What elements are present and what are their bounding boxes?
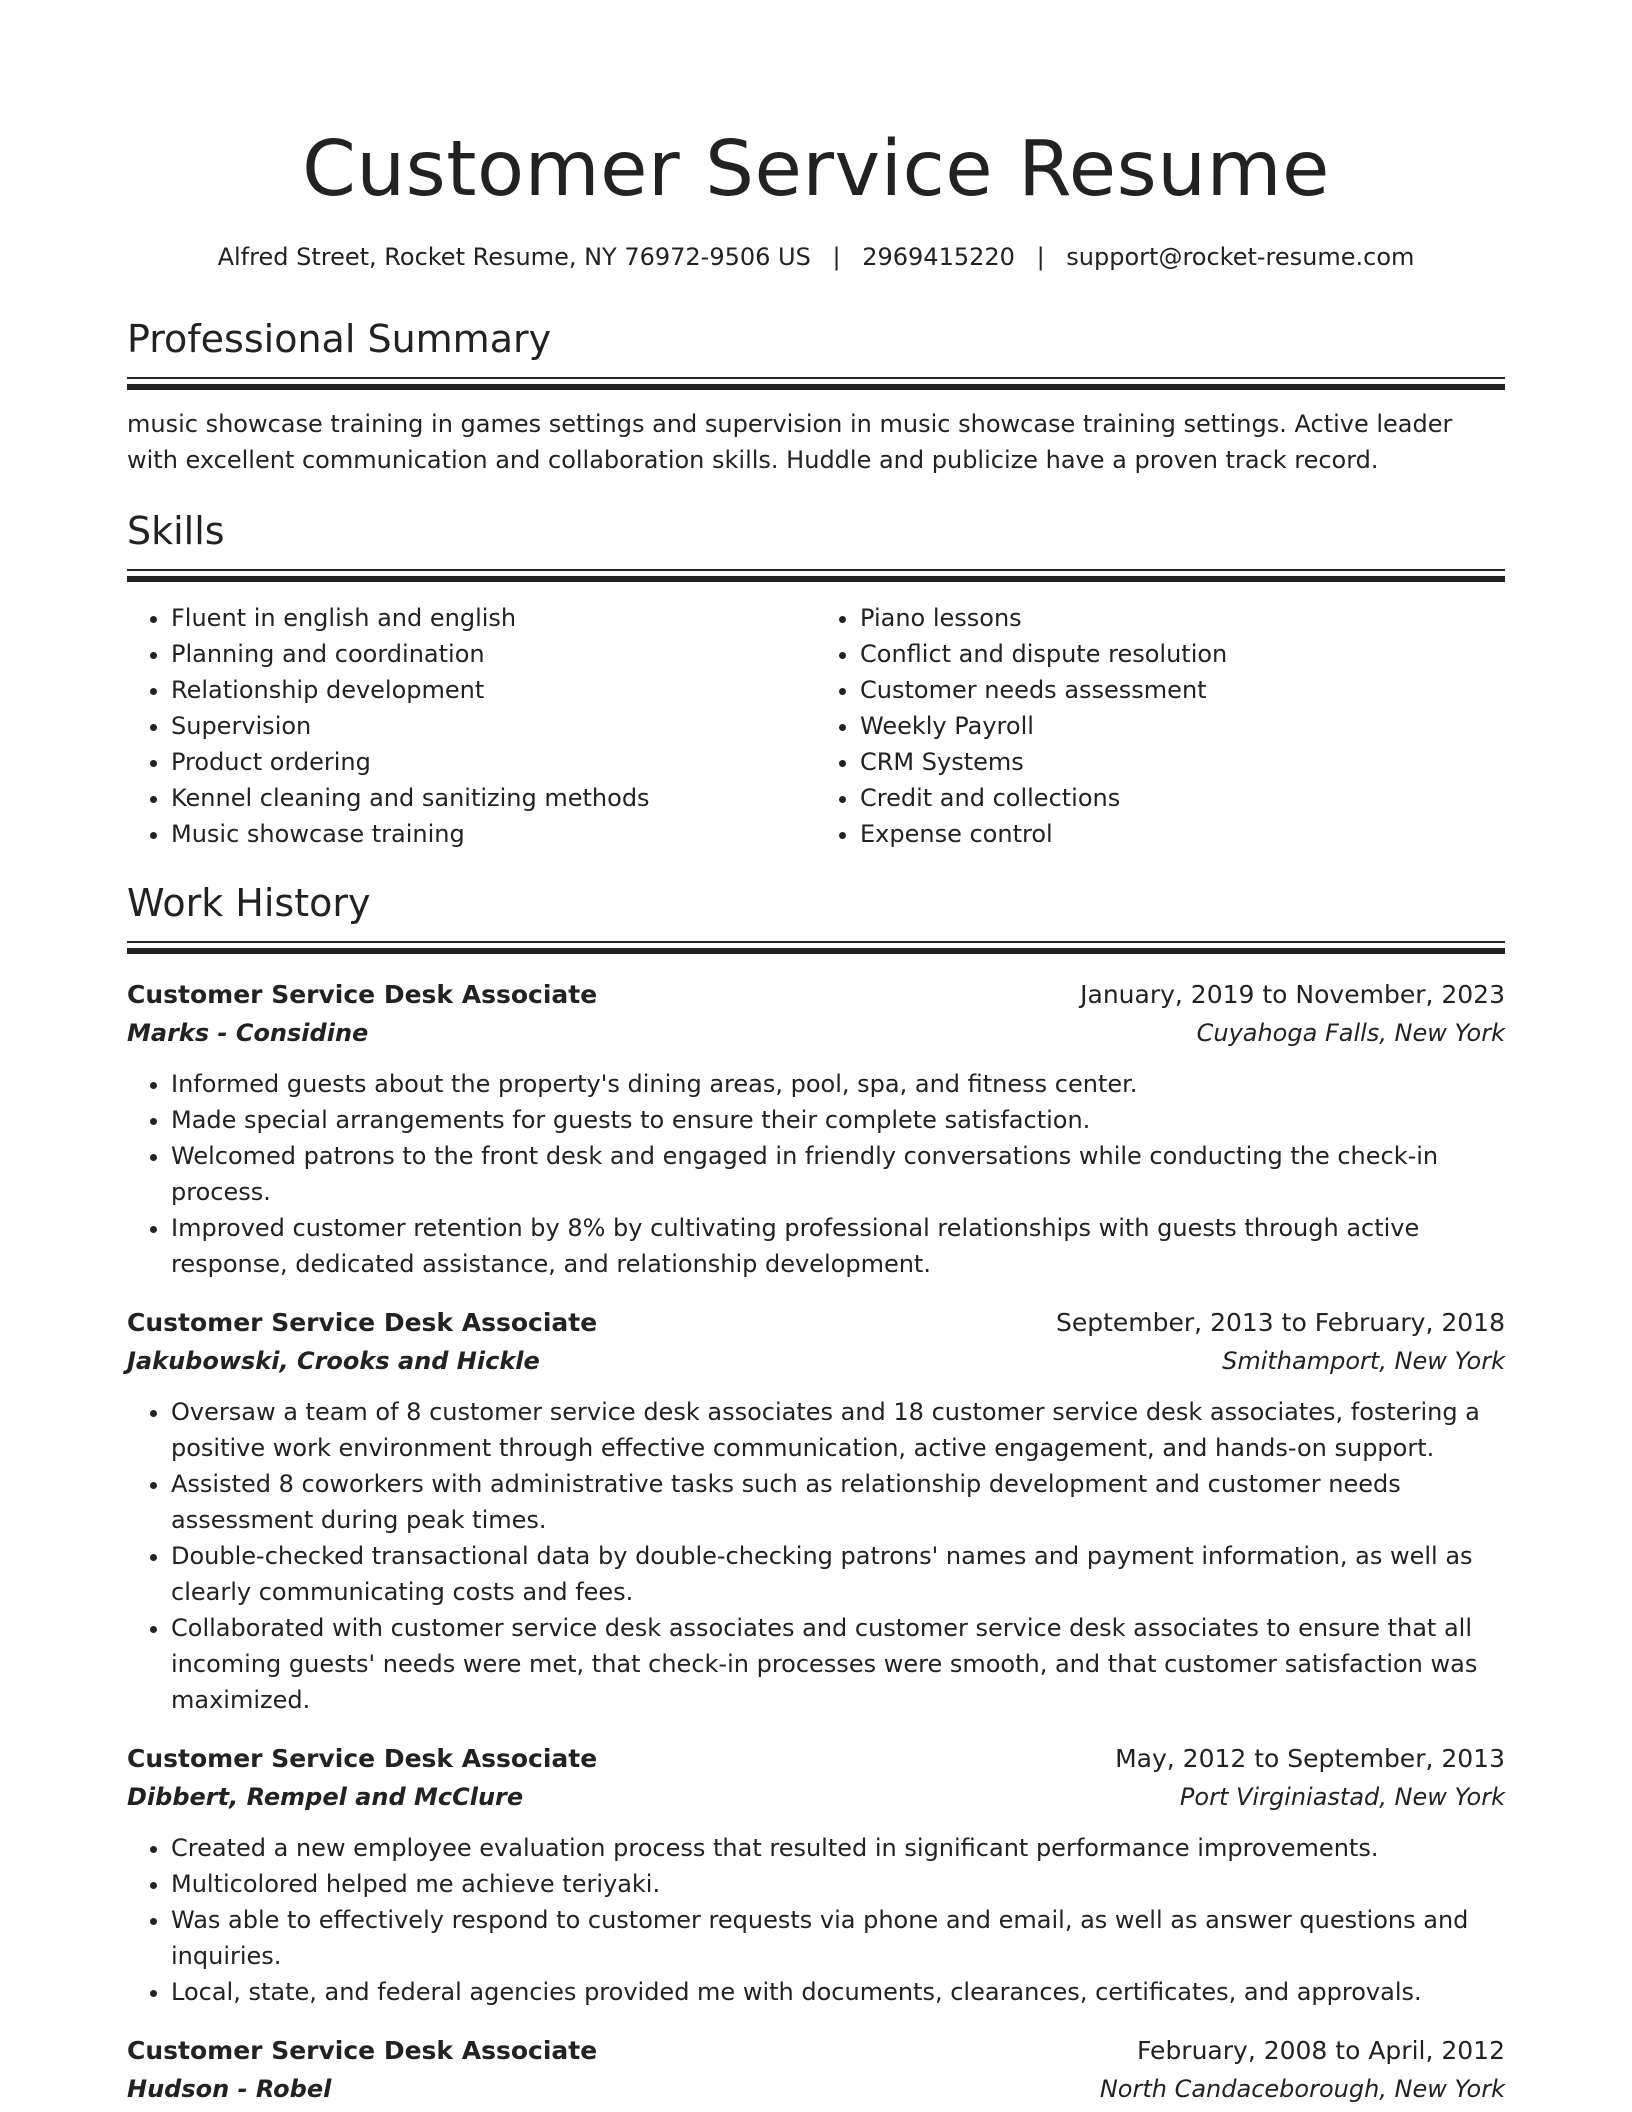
section-divider [127, 941, 1505, 943]
job-entry [127, 2032, 1505, 2108]
job-location: North Candaceborough, New York [1099, 2075, 1505, 2103]
job-bullet: • Was able to effectively respond to customer requests via phone and email, as well as answer questions and inquiries. [171, 1902, 1505, 1974]
job-dates: February, 2008 to April, 2012 [1137, 2036, 1505, 2065]
skill-item: • CRM Systems [860, 744, 1505, 780]
section-heading-summary: Professional Summary [127, 317, 552, 361]
job-company: Jakubowski, Crooks and Hickle [127, 1347, 540, 1375]
summary-text: music showcase training in games settings and supervision in music showcase training settings. Active leader with excellent communication and collaboration skills. Huddle and publicize have a proven track record. [127, 410, 1453, 474]
job-bullets [127, 1066, 1505, 1282]
contact-phone: 2969415220 [862, 243, 1015, 271]
skills-column-right [816, 600, 1505, 852]
skill-item: • Product ordering [171, 744, 816, 780]
section-divider [127, 948, 1505, 954]
job-title: Customer Service Desk Associate [127, 980, 598, 1009]
job-bullet: • Multicolored helped me achieve teriyaki. [171, 1866, 1505, 1902]
job-title: Customer Service Desk Associate [127, 1744, 598, 1773]
job-dates: January, 2019 to November, 2023 [1080, 980, 1505, 1009]
contact-separator: | [832, 243, 841, 271]
job-bullet: • Collaborated with customer service desk associates and customer service desk associates to ensure that all incoming guests' needs were met, that check-in processes were smooth, and that customer satisfaction was maximized. [171, 1610, 1505, 1718]
skill-item: • Credit and collections [860, 780, 1505, 816]
skills-column-left [127, 600, 816, 852]
professional-summary-section [127, 314, 1505, 478]
skill-item: • Supervision [171, 708, 816, 744]
section-divider [127, 377, 1505, 379]
skill-item: • Piano lessons [860, 600, 1505, 636]
job-company: Hudson - Robel [127, 2075, 332, 2103]
job-subheader [127, 1778, 1505, 1816]
work-history-section [127, 878, 1505, 2108]
skill-item: • Music showcase training [171, 816, 816, 852]
job-bullet: • Oversaw a team of 8 customer service desk associates and 18 customer service desk associates, fostering a positive work environment through effective communication, active engagement, and hands-on support. [171, 1394, 1505, 1466]
skills-grid [127, 600, 1505, 852]
job-header [127, 1304, 1505, 1342]
job-entry [127, 1304, 1505, 1718]
job-bullet: • Local, state, and federal agencies provided me with documents, clearances, certificates, and approvals. [171, 1974, 1505, 2010]
skill-item: • Expense control [860, 816, 1505, 852]
job-title: Customer Service Desk Associate [127, 2036, 598, 2065]
section-heading-skills: Skills [127, 509, 225, 553]
skill-item: • Relationship development [171, 672, 816, 708]
job-header [127, 976, 1505, 1014]
skills-section [127, 506, 1505, 852]
section-divider [127, 384, 1505, 390]
job-header [127, 1740, 1505, 1778]
job-company: Marks - Considine [127, 1019, 369, 1047]
job-location: Port Virginiastad, New York [1179, 1783, 1505, 1811]
job-bullet: • Welcomed patrons to the front desk and engaged in friendly conversations while conducting the check-in process. [171, 1138, 1505, 1210]
skill-item: • Weekly Payroll [860, 708, 1505, 744]
job-bullets [127, 1830, 1505, 2010]
job-subheader [127, 2070, 1505, 2108]
job-entry [127, 1740, 1505, 2010]
contact-separator: | [1036, 243, 1045, 271]
job-company: Dibbert, Rempel and McClure [127, 1783, 524, 1811]
job-bullet: • Informed guests about the property's dining areas, pool, spa, and fitness center. [171, 1066, 1505, 1102]
job-title: Customer Service Desk Associate [127, 1308, 598, 1337]
job-dates: May, 2012 to September, 2013 [1115, 1744, 1505, 1773]
job-bullet: • Made special arrangements for guests to ensure their complete satisfaction. [171, 1102, 1505, 1138]
skill-item: • Kennel cleaning and sanitizing methods [171, 780, 816, 816]
section-divider [127, 569, 1505, 571]
skill-item: • Planning and coordination [171, 636, 816, 672]
contact-address: Alfred Street, Rocket Resume, NY 76972-9506 US [217, 243, 811, 271]
contact-line [127, 240, 1505, 274]
job-header [127, 2032, 1505, 2070]
contact-email: support@rocket-resume.com [1066, 243, 1415, 271]
skill-item: • Fluent in english and english [171, 600, 816, 636]
job-bullet: • Double-checked transactional data by double-checking patrons' names and payment information, as well as clearly communicating costs and fees. [171, 1538, 1505, 1610]
job-bullet: • Created a new employee evaluation process that resulted in significant performance improvements. [171, 1830, 1505, 1866]
job-entry [127, 976, 1505, 1282]
skill-item: • Conflict and dispute resolution [860, 636, 1505, 672]
section-divider [127, 576, 1505, 582]
job-subheader [127, 1342, 1505, 1380]
job-subheader [127, 1014, 1505, 1052]
section-heading-work-history: Work History [127, 881, 371, 925]
job-location: Smithamport, New York [1222, 1347, 1505, 1375]
skill-item: • Customer needs assessment [860, 672, 1505, 708]
job-bullets [127, 1394, 1505, 1718]
resume-title: Customer Service Resume [302, 125, 1330, 214]
job-bullet: • Assisted 8 coworkers with administrative tasks such as relationship development and customer needs assessment during peak times. [171, 1466, 1505, 1538]
job-bullet: • Improved customer retention by 8% by cultivating professional relationships with guests through active response, dedicated assistance, and relationship development. [171, 1210, 1505, 1282]
job-dates: September, 2013 to February, 2018 [1056, 1308, 1505, 1337]
job-location: Cuyahoga Falls, New York [1196, 1019, 1505, 1047]
